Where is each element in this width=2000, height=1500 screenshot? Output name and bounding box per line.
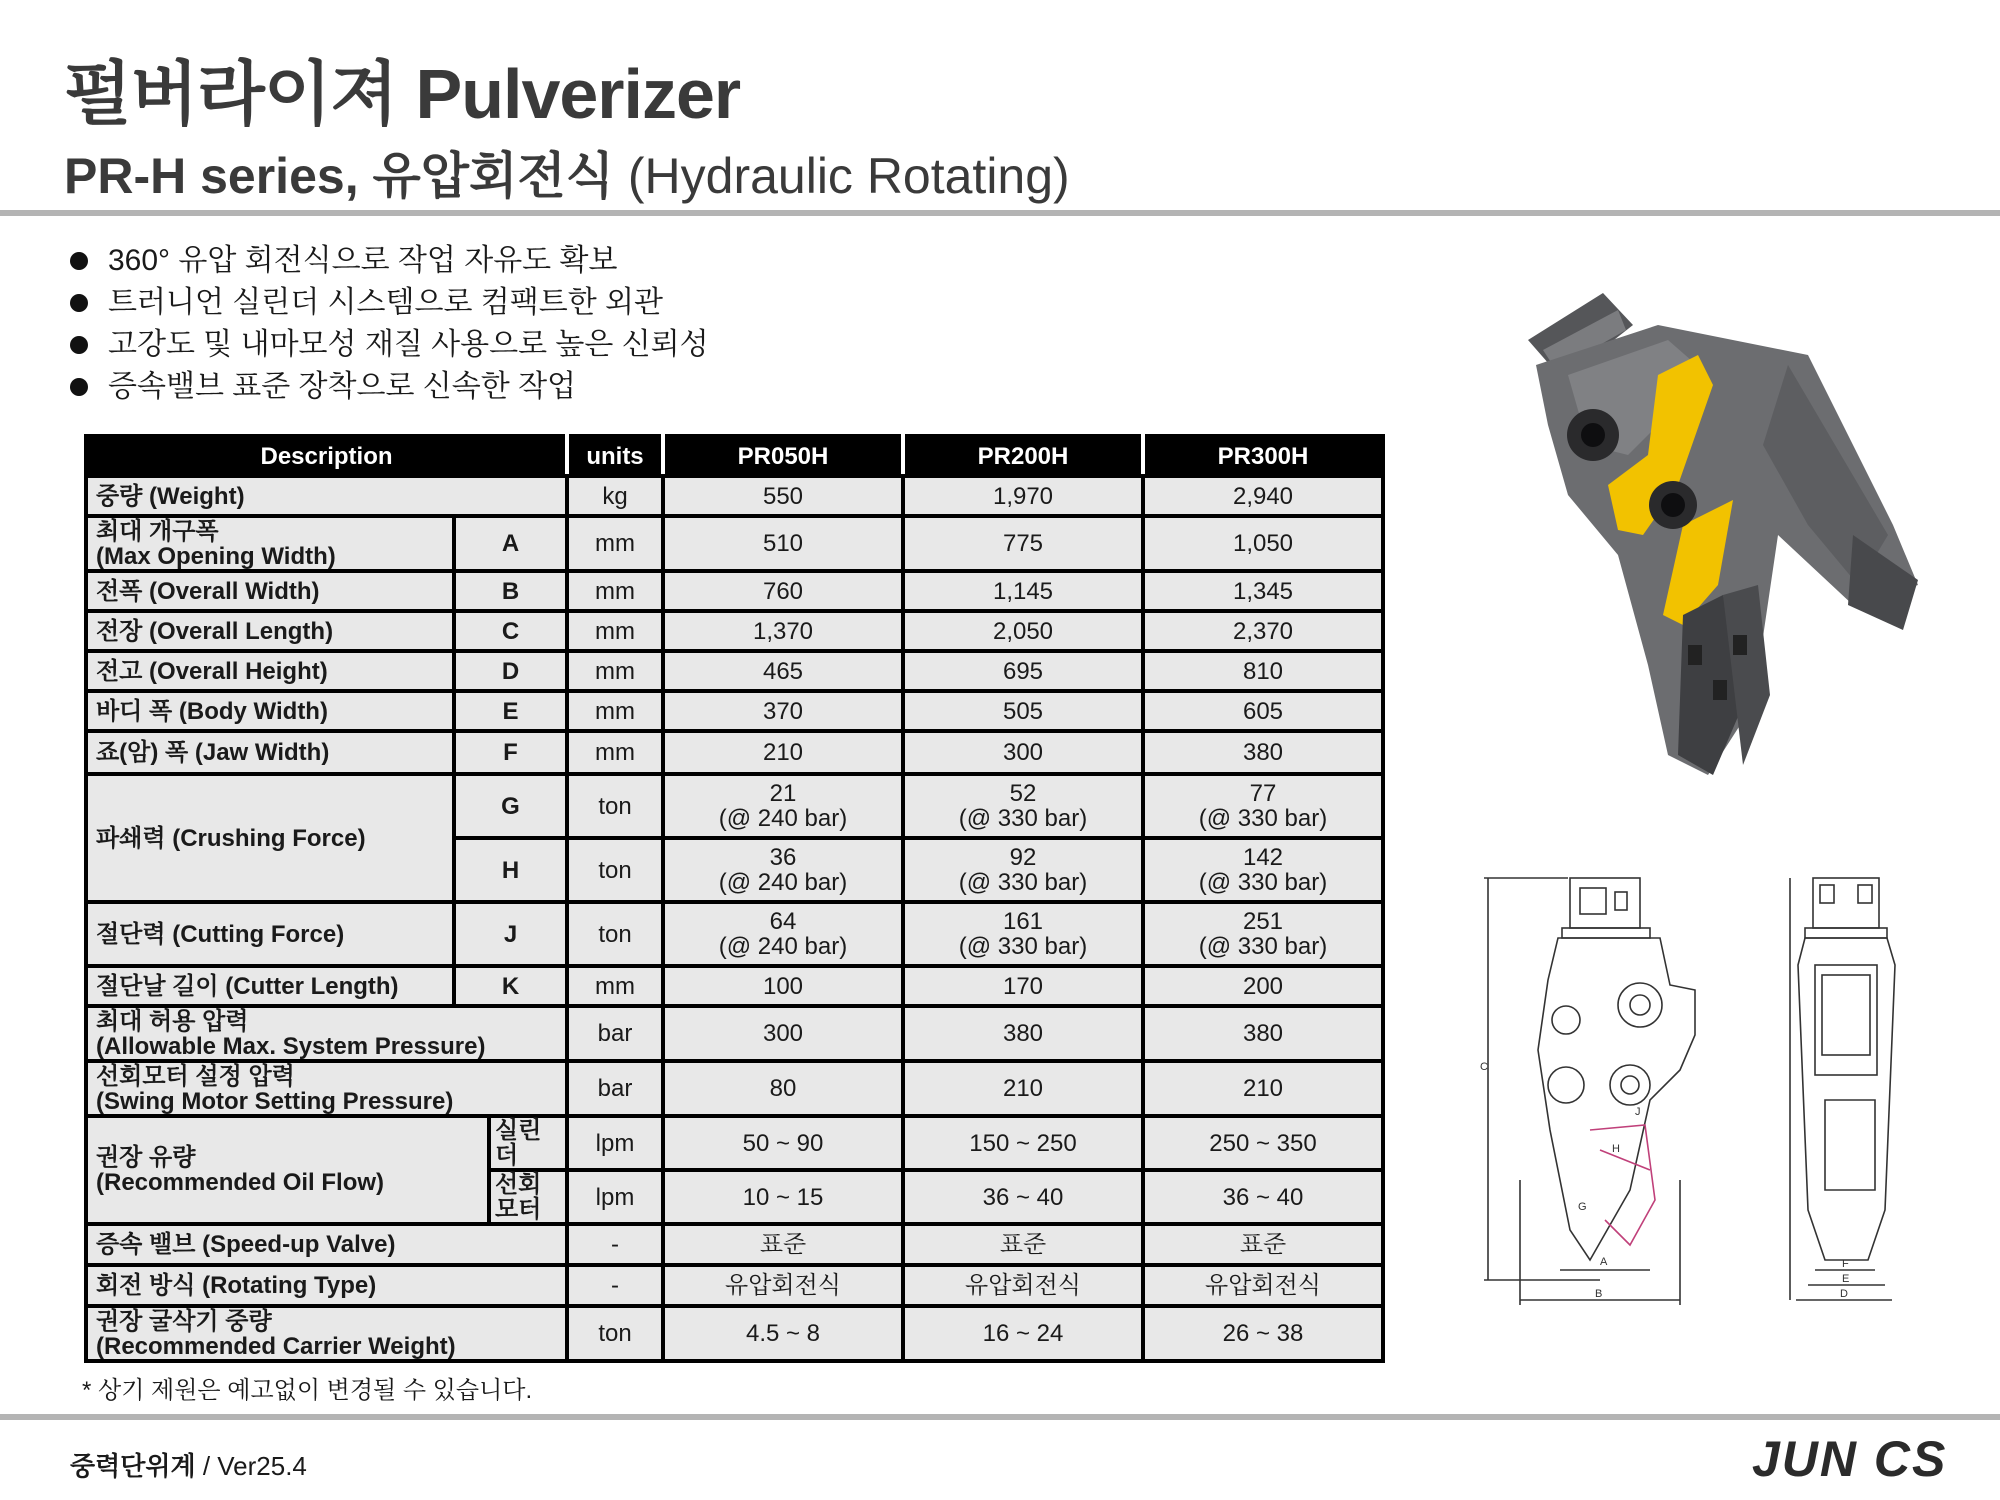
table-row (86, 1265, 1383, 1306)
cell-value: 142 (@ 330 bar) (1143, 838, 1383, 902)
dimension-drawing (1480, 870, 1940, 1310)
sub-label: 실린더 (489, 1116, 567, 1170)
table-row (86, 774, 1383, 838)
row-label: 회전 방식 (Rotating Type) (86, 1265, 567, 1306)
top-divider (0, 210, 2000, 216)
table-row (86, 1061, 1383, 1116)
cell-value: 21 (@ 240 bar) (663, 774, 903, 838)
table-row (86, 902, 1383, 966)
table-row (86, 1116, 1383, 1170)
dimension-code: F (454, 731, 567, 774)
row-label: 최대 허용 압력 (Allowable Max. System Pressure) (86, 1006, 567, 1061)
cell-value: 표준 (903, 1224, 1143, 1265)
cell-value: 유압회전식 (1143, 1265, 1383, 1306)
cell-value: 92 (@ 330 bar) (903, 838, 1143, 902)
cell-value: 1,145 (903, 571, 1143, 611)
table-row (86, 1224, 1383, 1265)
table-row (86, 611, 1383, 651)
row-unit: mm (567, 516, 663, 571)
cell-value: 100 (663, 966, 903, 1006)
feature-text: 증속밸브 표준 장착으로 신속한 작업 (108, 370, 577, 403)
cell-value: 550 (663, 476, 903, 516)
row-unit: mm (567, 966, 663, 1006)
row-unit: mm (567, 611, 663, 651)
feature-item (68, 366, 709, 408)
cell-value: 150 ~ 250 (903, 1116, 1143, 1170)
row-label: 증속 밸브 (Speed-up Valve) (86, 1224, 567, 1265)
cell-value: 161 (@ 330 bar) (903, 902, 1143, 966)
cell-value: 251 (@ 330 bar) (1143, 902, 1383, 966)
cell-value: 표준 (1143, 1224, 1383, 1265)
row-unit: ton (567, 774, 663, 838)
page-subtitle (64, 136, 1070, 208)
cell-value: 465 (663, 651, 903, 691)
sub-label: 선회모터 (489, 1170, 567, 1224)
cell-value: 16 ~ 24 (903, 1306, 1143, 1361)
cell-value: 200 (1143, 966, 1383, 1006)
row-unit: - (567, 1224, 663, 1265)
row-unit: ton (567, 1306, 663, 1361)
cell-value: 유압회전식 (903, 1265, 1143, 1306)
table-row (86, 1306, 1383, 1361)
row-unit: mm (567, 651, 663, 691)
disclaimer-note: * 상기 제원은 예고없이 변경될 수 있습니다. (82, 1377, 533, 1404)
bullet-icon (70, 252, 88, 270)
table-row (86, 1006, 1383, 1061)
dimension-code: D (454, 651, 567, 691)
cell-value: 605 (1143, 691, 1383, 731)
header-pr200h: PR200H (903, 436, 1143, 476)
subtitle-type: (Hydraulic Rotating) (613, 148, 1070, 204)
row-label: 죠(암) 폭 (Jaw Width) (86, 731, 454, 774)
cell-value: 26 ~ 38 (1143, 1306, 1383, 1361)
cell-value: 1,050 (1143, 516, 1383, 571)
dimension-code: K (454, 966, 567, 1006)
version-label: / Ver25.4 (195, 1451, 307, 1481)
cell-value: 10 ~ 15 (663, 1170, 903, 1224)
row-label: 전장 (Overall Length) (86, 611, 454, 651)
row-unit: ton (567, 902, 663, 966)
bullet-icon (70, 336, 88, 354)
feature-item (68, 240, 709, 282)
cell-value: 510 (663, 516, 903, 571)
cell-value: 52 (@ 330 bar) (903, 774, 1143, 838)
dimension-code: H (454, 838, 567, 902)
cell-value: 36 ~ 40 (1143, 1170, 1383, 1224)
dimension-code: E (454, 691, 567, 731)
feature-item (68, 324, 709, 366)
row-unit: mm (567, 571, 663, 611)
table-header-row (86, 436, 1383, 476)
dimension-code: B (454, 571, 567, 611)
table-row (86, 966, 1383, 1006)
row-unit: bar (567, 1061, 663, 1116)
table-row (86, 731, 1383, 774)
drawing-label: H (1612, 1143, 1620, 1155)
logo-text: JUN CS (1752, 1431, 1948, 1487)
product-photo (1508, 285, 1928, 785)
cell-value: 170 (903, 966, 1143, 1006)
page-title: 펄버라이져 Pulverizer (64, 55, 741, 133)
drawing-label: B (1595, 1288, 1603, 1300)
bottom-divider (0, 1414, 2000, 1420)
row-label: 최대 개구폭 (Max Opening Width) (86, 516, 454, 571)
cell-value: 370 (663, 691, 903, 731)
row-label: 절단력 (Cutting Force) (86, 902, 454, 966)
table-row (86, 691, 1383, 731)
drawing-label: D (1840, 1288, 1848, 1300)
header-pr050h: PR050H (663, 436, 903, 476)
cell-value: 80 (663, 1061, 903, 1116)
cell-value: 380 (1143, 1006, 1383, 1061)
row-unit: ton (567, 838, 663, 902)
table-row (86, 651, 1383, 691)
drawing-label: C (1480, 1061, 1488, 1073)
cell-value: 250 ~ 350 (1143, 1116, 1383, 1170)
cell-value: 2,050 (903, 611, 1143, 651)
feature-text: 고강도 및 내마모성 재질 사용으로 높은 신뢰성 (108, 328, 709, 361)
cell-value: 380 (903, 1006, 1143, 1061)
row-unit: lpm (567, 1170, 663, 1224)
header-pr300h: PR300H (1143, 436, 1383, 476)
company-logo (1750, 1428, 1965, 1488)
row-unit: mm (567, 691, 663, 731)
cell-value: 유압회전식 (663, 1265, 903, 1306)
cell-value: 300 (903, 731, 1143, 774)
cell-value: 300 (663, 1006, 903, 1061)
dimension-code: J (454, 902, 567, 966)
cell-value: 505 (903, 691, 1143, 731)
feature-text: 트러니언 실린더 시스템으로 컴팩트한 외관 (108, 286, 663, 319)
table-row (86, 476, 1383, 516)
cell-value: 2,370 (1143, 611, 1383, 651)
subtitle-series: PR-H series, 유압회전식 (64, 148, 614, 204)
cell-value: 1,370 (663, 611, 903, 651)
drawing-label: F (1842, 1258, 1849, 1270)
dimension-code: C (454, 611, 567, 651)
header-units: units (567, 436, 663, 476)
row-label: 권장 유량 (Recommended Oil Flow) (86, 1116, 489, 1224)
dimension-code: A (454, 516, 567, 571)
cell-value: 64 (@ 240 bar) (663, 902, 903, 966)
cell-value: 760 (663, 571, 903, 611)
drawing-label: G (1578, 1201, 1587, 1213)
drawing-label: A (1600, 1256, 1608, 1268)
unit-system-label: 중력단위계 (70, 1451, 196, 1481)
row-label: 전고 (Overall Height) (86, 651, 454, 691)
row-label: 선회모터 설정 압력 (Swing Motor Setting Pressure) (86, 1061, 567, 1116)
cell-value: 36 ~ 40 (903, 1170, 1143, 1224)
drawing-label: J (1635, 1106, 1641, 1118)
cell-value: 210 (663, 731, 903, 774)
cell-value: 775 (903, 516, 1143, 571)
row-label: 파쇄력 (Crushing Force) (86, 774, 454, 902)
cell-value: 2,940 (1143, 476, 1383, 516)
row-unit: bar (567, 1006, 663, 1061)
feature-text: 360° 유압 회전식으로 작업 자유도 확보 (108, 244, 618, 277)
row-label: 바디 폭 (Body Width) (86, 691, 454, 731)
header-description: Description (86, 436, 567, 476)
footer-info (70, 1446, 307, 1483)
bullet-icon (70, 378, 88, 396)
table-row (86, 571, 1383, 611)
cell-value: 810 (1143, 651, 1383, 691)
drawing-label: E (1842, 1273, 1850, 1285)
feature-item (68, 282, 709, 324)
dimension-code: G (454, 774, 567, 838)
bullet-icon (70, 294, 88, 312)
cell-value: 1,970 (903, 476, 1143, 516)
cell-value: 4.5 ~ 8 (663, 1306, 903, 1361)
cell-value: 50 ~ 90 (663, 1116, 903, 1170)
cell-value: 표준 (663, 1224, 903, 1265)
row-label: 권장 굴삭기 중량 (Recommended Carrier Weight) (86, 1306, 567, 1361)
cell-value: 36 (@ 240 bar) (663, 838, 903, 902)
row-unit: mm (567, 731, 663, 774)
cell-value: 210 (903, 1061, 1143, 1116)
cell-value: 380 (1143, 731, 1383, 774)
feature-list (68, 240, 709, 408)
row-unit: kg (567, 476, 663, 516)
row-unit: - (567, 1265, 663, 1306)
cell-value: 77 (@ 330 bar) (1143, 774, 1383, 838)
row-label: 절단날 길이 (Cutter Length) (86, 966, 454, 1006)
row-label: 중량 (Weight) (86, 476, 567, 516)
cell-value: 210 (1143, 1061, 1383, 1116)
row-unit: lpm (567, 1116, 663, 1170)
table-row (86, 516, 1383, 571)
spec-table (84, 434, 1385, 1363)
cell-value: 695 (903, 651, 1143, 691)
row-label: 전폭 (Overall Width) (86, 571, 454, 611)
cell-value: 1,345 (1143, 571, 1383, 611)
